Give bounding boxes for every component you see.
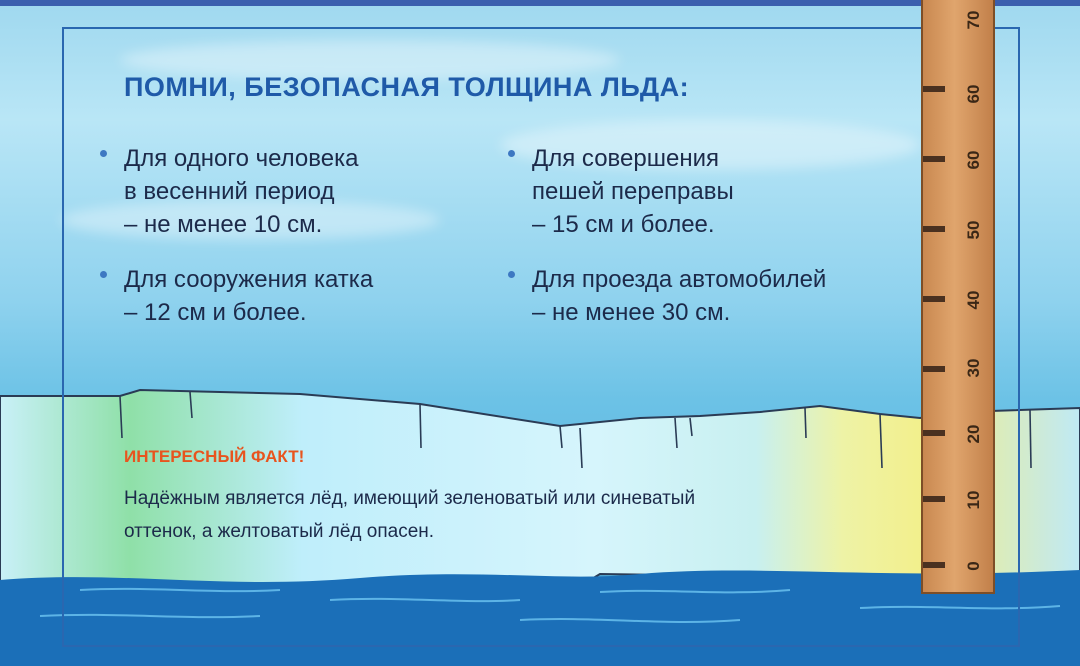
top-bar bbox=[0, 0, 1080, 6]
rule-line: – не менее 30 см. bbox=[532, 299, 731, 326]
ruler-label: 60 bbox=[964, 150, 983, 170]
rule-line: Для проезда автомобилей bbox=[532, 266, 827, 293]
ruler-tick bbox=[923, 366, 945, 372]
rule-line: – 15 см и более. bbox=[532, 211, 715, 238]
fact-title: ИНТЕРЕСНЫЙ ФАКТ! bbox=[124, 447, 305, 466]
page-title: ПОМНИ, БЕЗОПАСНАЯ ТОЛЩИНА ЛЬДА: bbox=[124, 72, 690, 102]
ruler-label: 70 bbox=[964, 10, 983, 30]
ruler-label: 0 bbox=[964, 561, 983, 571]
ice-thickness-ruler bbox=[921, 0, 995, 594]
rule-line: пешей переправы bbox=[532, 178, 734, 205]
ruler-label: 50 bbox=[964, 220, 983, 240]
bullet-icon bbox=[508, 271, 515, 278]
ruler-label: 10 bbox=[964, 490, 983, 510]
ruler-label: 30 bbox=[964, 358, 983, 378]
ruler-tick bbox=[923, 296, 945, 302]
ruler-label: 20 bbox=[964, 424, 983, 444]
ruler-label: 40 bbox=[964, 290, 983, 310]
rule-line: Для сооружения катка bbox=[124, 266, 374, 293]
ruler-tick bbox=[923, 496, 945, 502]
rule-line: в весенний период bbox=[124, 178, 335, 205]
bullet-icon bbox=[508, 150, 515, 157]
ruler-tick bbox=[923, 86, 945, 92]
rule-line: – не менее 10 см. bbox=[124, 211, 323, 238]
bullet-icon bbox=[100, 271, 107, 278]
fact-text bbox=[124, 482, 884, 548]
ruler-tick bbox=[923, 430, 945, 436]
rule-line: Для совершения bbox=[532, 145, 719, 172]
ruler-tick bbox=[923, 156, 945, 162]
ruler-tick bbox=[923, 226, 945, 232]
bullet-icon bbox=[100, 150, 107, 157]
ruler-label: 60 bbox=[964, 84, 983, 104]
content-frame bbox=[62, 27, 1020, 647]
rule-line: – 12 см и более. bbox=[124, 299, 307, 326]
fact-line: Надёжным является лёд, имеющий зеленоватый или синеватый bbox=[124, 488, 696, 509]
ruler-tick bbox=[923, 562, 945, 568]
rule-line: Для одного человека bbox=[124, 145, 359, 172]
fact-line: оттенок, а желтоватый лёд опасен. bbox=[124, 521, 435, 542]
